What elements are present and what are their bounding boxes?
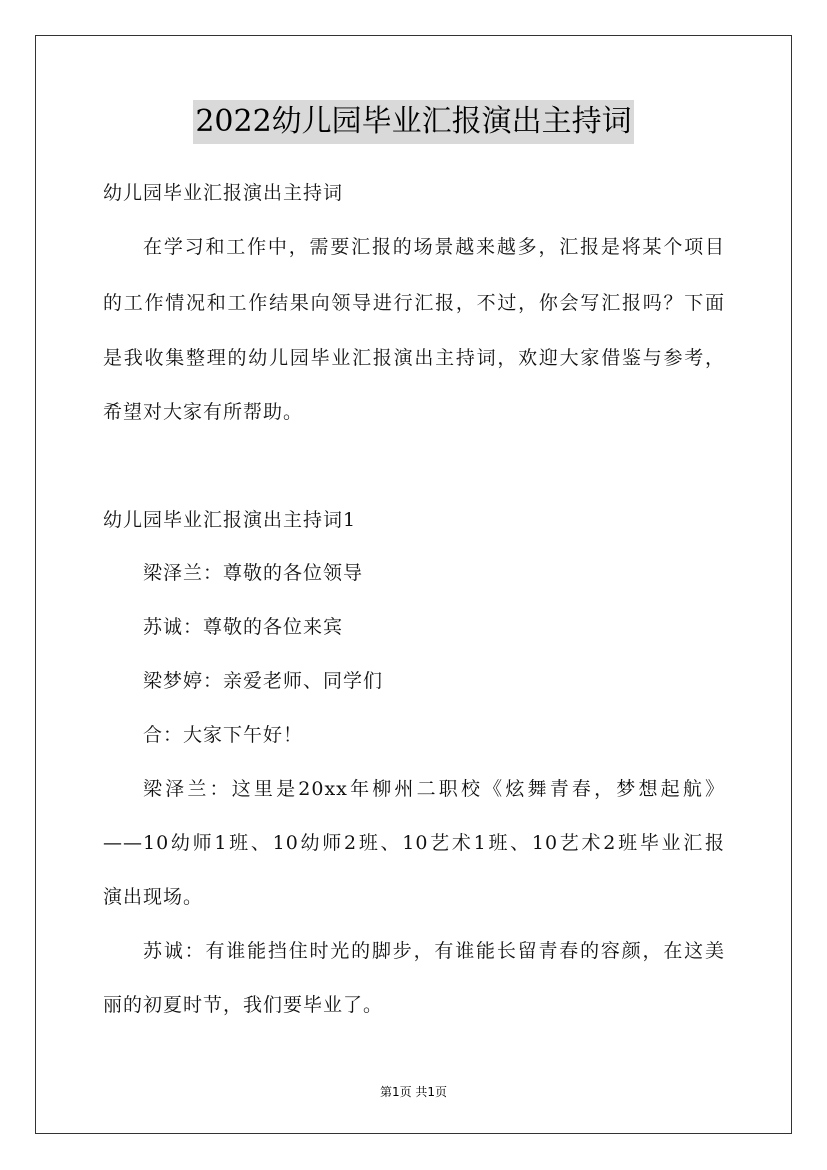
dialogue-line: 演出现场。 — [103, 886, 204, 908]
dialogue-line: 苏诚：尊敬的各位来宾 — [143, 616, 344, 638]
title-container — [0, 100, 827, 144]
section-heading: 幼儿园毕业汇报演出主持词 — [103, 182, 344, 204]
document-title: 2022幼儿园毕业汇报演出主持词 — [193, 100, 633, 144]
dialogue-line: 梁泽兰：尊敬的各位领导 — [143, 562, 364, 584]
dialogue-line: 苏诚：有谁能挡住时光的脚步，有谁能长留青春的容颜，在这美 — [143, 940, 725, 962]
intro-line-3: 是我收集整理的幼儿园毕业汇报演出主持词，欢迎大家借鉴与参考， — [103, 347, 725, 369]
intro-line-1: 在学习和工作中，需要汇报的场景越来越多，汇报是将某个项目 — [143, 236, 725, 258]
dialogue-line: 梁泽兰：这里是20xx年柳州二职校《炫舞青春，梦想起航》 — [143, 778, 725, 800]
dialogue-line: 梁梦婷：亲爱老师、同学们 — [143, 670, 384, 692]
intro-line-4: 希望对大家有所帮助。 — [103, 401, 304, 423]
intro-line-2: 的工作情况和工作结果向领导进行汇报，不过，你会写汇报吗？下面 — [103, 292, 725, 314]
dialogue-line: 合：大家下午好！ — [143, 724, 304, 746]
dialogue-line: ——10幼师1班、10幼师2班、10艺术1班、10艺术2班毕业汇报 — [103, 832, 725, 854]
page-footer: 第1页 共1页 — [379, 1085, 448, 1099]
dialogue-line: 丽的初夏时节，我们要毕业了。 — [103, 994, 384, 1016]
section-heading-1: 幼儿园毕业汇报演出主持词1 — [103, 509, 357, 531]
